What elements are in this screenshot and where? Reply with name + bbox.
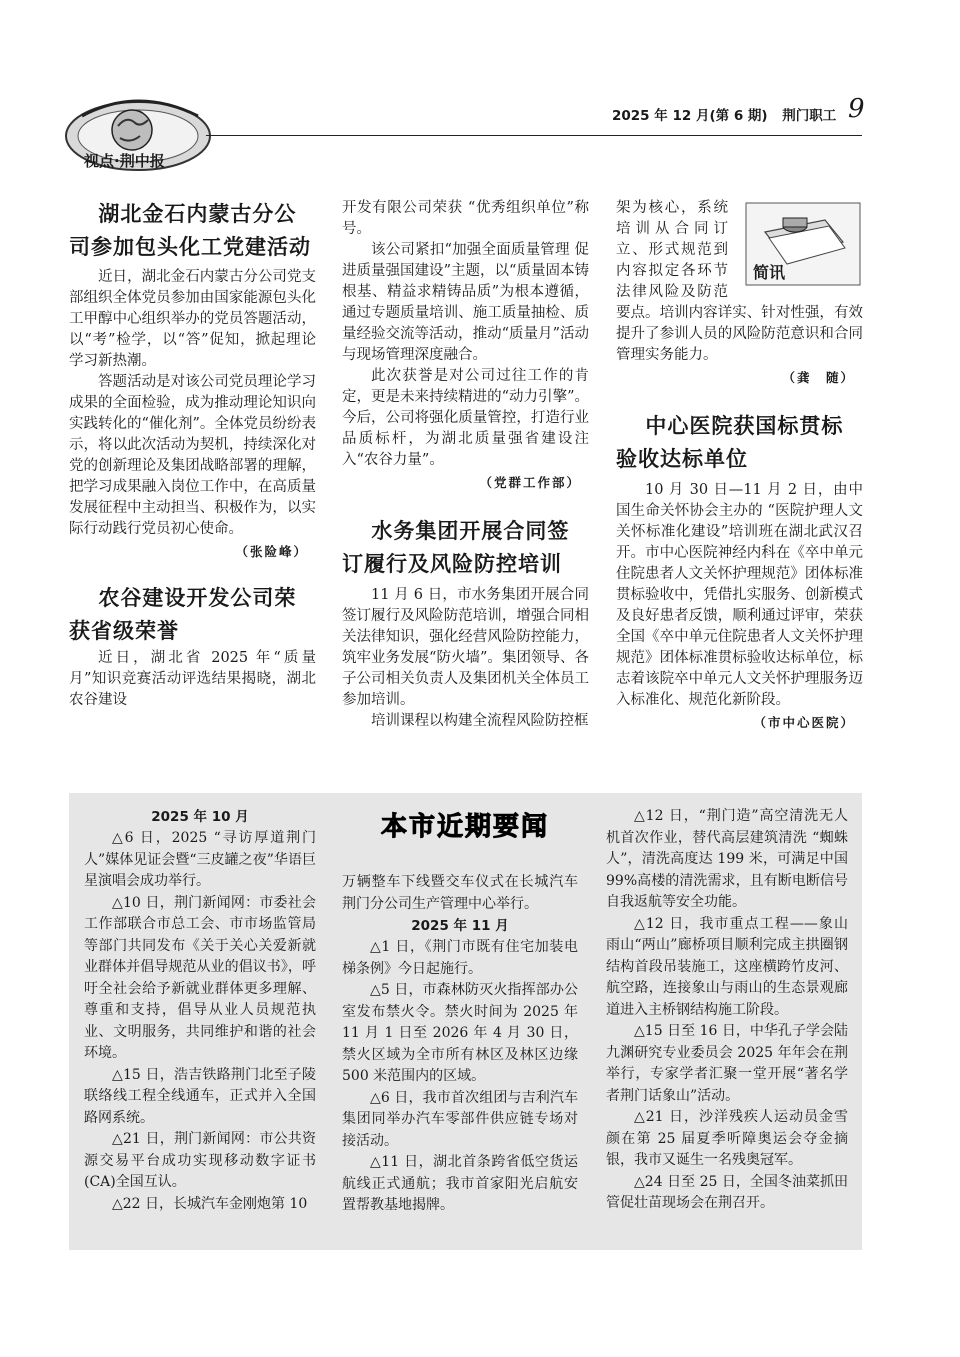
article-paragraph: 该公司紧扣“加强全面质量管理 促进质量强国建设”主题，以“质量固本铸根基、精益求精铸品质”为根本遵循，通过专题质量培训、施工质量抽检、质量经验交流等活动，推动“质量月”活动与现场管理深度融合。 bbox=[342, 242, 589, 363]
article-paragraph: 近日，湖北省 2025 年“质量月”知识竞赛活动评选结果揭晓，湖北农谷建设 bbox=[69, 650, 316, 708]
news-item: △22 日，长城汽车金刚炮第 10 bbox=[112, 1195, 308, 1212]
article-title: 湖北金石内蒙古分公司参加包头化工党建活动 bbox=[69, 202, 311, 259]
article-text: 架为核心，系统培训从合同订立、形式规范到内容拟定各环节法律风险及防范要点。培训内容详实、针对性强，有效提升了参训人员的风险防范意识和合同管理实务能力。 bbox=[616, 200, 863, 363]
article-title: 中心医院获国标贯标验收达标单位 bbox=[616, 414, 844, 471]
news-column-2 bbox=[342, 872, 578, 1217]
article-paragraph bbox=[616, 198, 863, 366]
article-title: 水务集团开展合同签订履行及风险防控培训 bbox=[342, 519, 570, 576]
article-author: （党群工作部） bbox=[479, 475, 581, 490]
article-paragraph: 培训课程以构建全流程风险防控框 bbox=[371, 713, 589, 729]
article-paragraph: 10 月 30 日—11 月 2 日，由中国生命关怀协会主办的 “医院护理人文关怀标准化建设”培训班在湖北武汉召开。市中心医院神经内科在《卒中单元住院患者人文关怀护理规范》团体标准贯标验收中，凭借扎实服务、创新模式及良好患者反馈，顺利通过评审，荣获全国《卒中单元住院患者人文关怀护理规范》团体标准贯标验收达标单位，标志着该院卒中单元人文关怀护理服务迈入标准化、规范化新阶段。 bbox=[616, 482, 863, 708]
column-2 bbox=[342, 198, 589, 732]
news-item: △6 日，2025 “寻访厚道荆门人”媒体见证会暨“三皮罐之夜”华语巨星演唱会成功举行。 bbox=[84, 830, 316, 889]
paper-name: 荆门职工 bbox=[782, 108, 837, 124]
article-author: （龚 随） bbox=[782, 370, 855, 385]
article-paragraph: 开发有限公司荣获 “优秀组织单位”称号。 bbox=[342, 200, 589, 237]
news-item: △24 日至 25 日，全国冬油菜抓田管促壮苗现场会在荆召开。 bbox=[606, 1173, 848, 1211]
news-month: 2025 年 11 月 bbox=[411, 918, 509, 934]
news-month: 2025 年 10 月 bbox=[151, 809, 249, 825]
header-rule bbox=[206, 135, 862, 136]
column-1 bbox=[69, 198, 316, 711]
news-column-3 bbox=[606, 806, 848, 1215]
article-paragraph: 此次获誉是对公司过往工作的肯定，更是未来持续精进的“动力引擎”。今后，公司将强化质量管控，打造行业品质标杆，为湖北质量强省建设注入“农谷力量”。 bbox=[342, 368, 589, 468]
news-item: △15 日，浩吉铁路荆门北至子陵联络线工程全线通车，正式并入全国路网系统。 bbox=[84, 1066, 316, 1126]
news-item: △15 日至 16 日，中华孔子学会陆九渊研究专业委员会 2025 年年会在荆举行，专家学者汇聚一堂开展“著名学者荆门话象山”活动。 bbox=[606, 1023, 848, 1104]
article-author: （市中心医院） bbox=[753, 715, 855, 730]
news-item: △21 日，沙洋残疾人运动员金雪颜在第 25 届夏季听障奥运会夺金摘银，我市又诞生一名残奥冠军。 bbox=[606, 1109, 848, 1168]
news-item: △12 日，我市重点工程——象山雨山“两山”廊桥项目顺利完成主拱圈钢结构首段吊装施工，这座横跨竹皮河、航空路，连接象山与雨山的生态景观廊道进入主桥钢结构施工阶段。 bbox=[606, 915, 848, 1018]
issue-date: 2025 年 12 月(第 6 期) bbox=[612, 108, 768, 124]
news-item: △5 日，市森林防灭火指挥部办公室发布禁火令。禁火时间为 2025 年 11 月 1 日至 2026 年 4 月 30 日，禁火区域为全市所有林区及林区边缘 500 米范围内的区域。 bbox=[342, 982, 578, 1084]
news-item: △1 日，《荆门市既有住宅加装电梯条例》今日起施行。 bbox=[342, 939, 578, 977]
article-author: （张险峰） bbox=[235, 544, 308, 559]
masthead-logo bbox=[62, 96, 214, 176]
article-paragraph: 11 月 6 日，市水务集团开展合同签订履行及风险防范培训，增强合同相关法律知识，强化经营风险防控能力，筑牢业务发展“防火墙”。集团领导、各子公司相关负责人及集团机关全体员工参加培训。 bbox=[342, 587, 589, 708]
article-paragraph: 近日，湖北金石内蒙古分公司党支部组织全体党员参加由国家能源包头化工甲醇中心组织举办的党员答题活动，以“考”检学，以“答”促知，掀起理论学习新热潮。 bbox=[69, 269, 316, 369]
column-3 bbox=[616, 198, 863, 731]
news-item: △6 日，我市首次组团与吉利汽车集团同举办汽车零部件供应链专场对接活动。 bbox=[342, 1089, 578, 1149]
news-item: △12 日，“荆门造”高空清洗无人机首次作业，替代高层建筑清洗 “蜘蛛人”，清洗高度达 199 米，可满足中国 99%高楼的清洗需求，且有断电断信号自我返航等安全功能。 bbox=[606, 808, 848, 910]
logo-text: 视点·荆中报 bbox=[84, 152, 165, 170]
page-number: 9 bbox=[848, 94, 865, 124]
issue-info bbox=[612, 104, 836, 124]
news-item: △11 日，湖北首条跨省低空货运航线正式通航；我市首家阳光启航安置帮教基地揭牌。 bbox=[342, 1154, 578, 1213]
news-item: △10 日，荆门新闻网：市委社会工作部联合市总工会、市市场监管局等部门共同发布《关于关心关爱新就业群体并倡导规范从业的倡议书》，呼吁全社会给予新就业群体更多理解、尊重和支持，倡导从业人员规范执业、文明服务，共同维护和谐的社会环境。 bbox=[84, 894, 316, 1061]
brief-badge-spacer bbox=[728, 198, 863, 302]
local-news-title: 本市近期要闻 bbox=[380, 812, 549, 842]
news-item: 万辆整车下线暨交车仪式在长城汽车荆门分公司生产管理中心举行。 bbox=[342, 874, 578, 912]
article-paragraph: 答题活动是对该公司党员理论学习成果的全面检验，成为推动理论知识向实践转化的“催化剂”。全体党员纷纷表示，将以此次活动为契机，持续深化对党的创新理论及集团战略部署的理解，把学习成果融入岗位工作中，在高质量发展征程中主动担当、积极作为，以实际行动践行党员初心使命。 bbox=[69, 374, 316, 537]
article-title: 农谷建设开发公司荣获省级荣誉 bbox=[69, 586, 297, 643]
news-item: △21 日，荆门新闻网：市公共资源交易平台成功实现移动数字证书(CA)全国互认。 bbox=[84, 1131, 316, 1190]
brief-label: 简讯 bbox=[753, 263, 786, 282]
news-column-1 bbox=[84, 806, 316, 1215]
